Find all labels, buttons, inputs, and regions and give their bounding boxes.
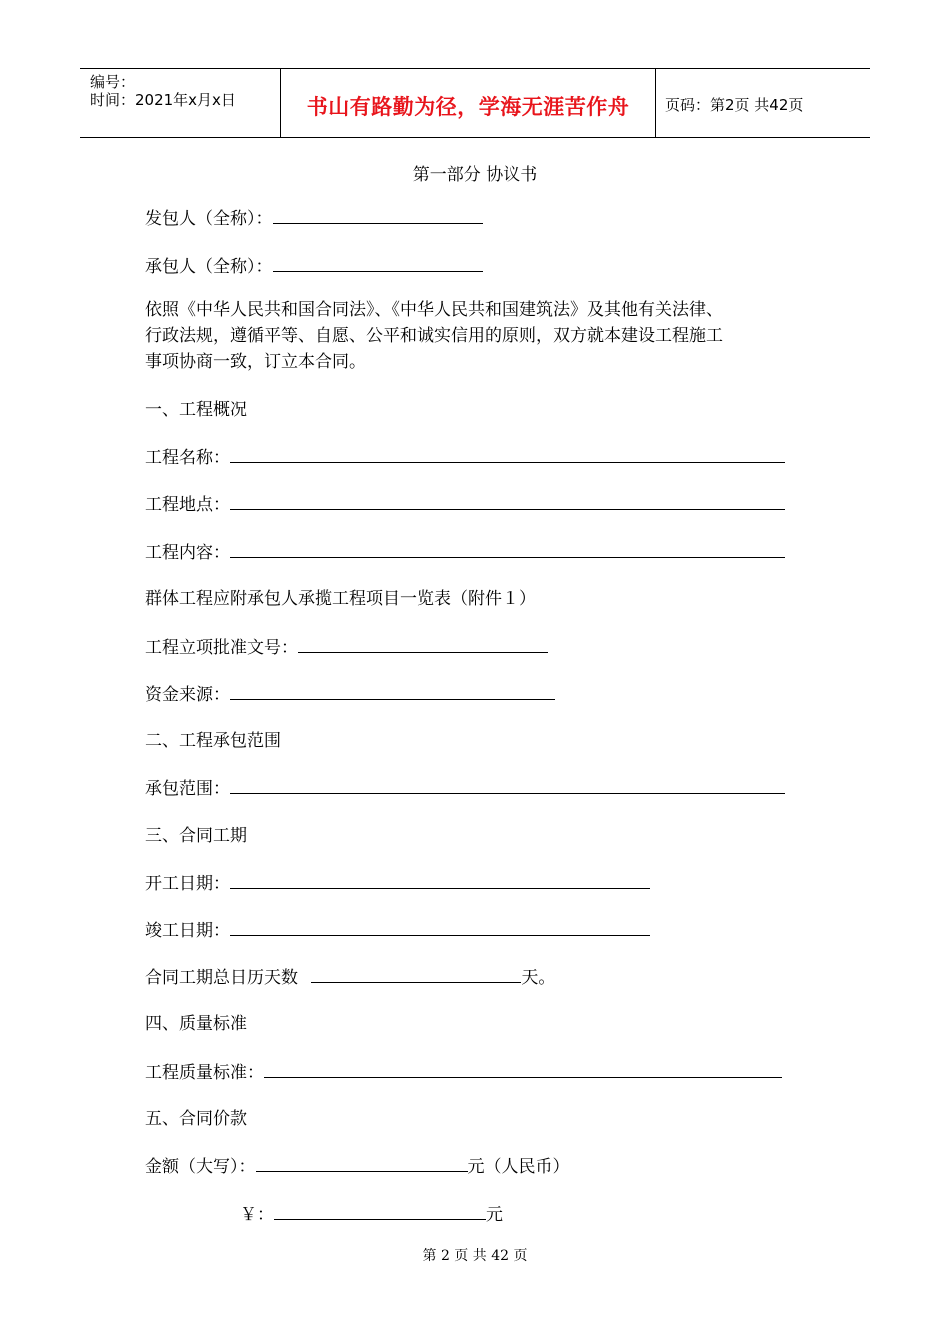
project-location-line xyxy=(145,493,785,516)
amount-words-line xyxy=(145,1155,570,1178)
number-label: 编号： xyxy=(90,73,136,91)
contractor-line xyxy=(145,255,483,278)
total-days-line xyxy=(145,966,555,989)
amount-symbol-line xyxy=(240,1203,503,1226)
quality-line xyxy=(145,1061,782,1084)
amount-symbol-unit: 元 xyxy=(486,1205,503,1225)
fund-source-label: 资金来源： xyxy=(145,685,230,705)
amount-symbol-label: ￥： xyxy=(240,1205,274,1225)
employer-line xyxy=(145,207,483,230)
total-days-blank[interactable] xyxy=(311,966,521,983)
start-date-label: 开工日期： xyxy=(145,874,230,894)
intro-line: 行政法规，遵循平等、自愿、公平和诚实信用的原则，双方就本建设工程施工 xyxy=(145,326,723,346)
scope-blank[interactable] xyxy=(230,777,785,794)
project-name-label: 工程名称： xyxy=(145,448,230,468)
header-meta xyxy=(90,73,236,109)
intro-paragraph xyxy=(145,297,805,375)
scope-label: 承包范围： xyxy=(145,779,230,799)
section-heading: 三、合同工期 xyxy=(145,826,247,846)
project-content-line xyxy=(145,541,785,564)
end-date-blank[interactable] xyxy=(230,919,650,936)
fund-source-line xyxy=(145,683,555,706)
project-name-line xyxy=(145,446,785,469)
project-name-blank[interactable] xyxy=(230,446,785,463)
group-note: 群体工程应附承包人承揽工程项目一览表（附件１） xyxy=(145,589,536,609)
employer-label: 发包人（全称）： xyxy=(145,209,273,229)
project-content-label: 工程内容： xyxy=(145,543,230,563)
header-page-info: 页码：第2页 共42页 xyxy=(665,96,804,114)
total-days-label: 合同工期总日历天数 xyxy=(145,968,304,988)
project-location-label: 工程地点： xyxy=(145,495,230,515)
quality-label: 工程质量标准： xyxy=(145,1063,264,1083)
intro-line: 事项协商一致，订立本合同。 xyxy=(145,352,366,372)
amount-words-unit: 元（人民币） xyxy=(467,1157,570,1177)
section-heading: 一、工程概况 xyxy=(145,400,247,420)
section-heading: 二、工程承包范围 xyxy=(145,731,281,751)
header-divider xyxy=(655,69,656,137)
total-days-unit: 天。 xyxy=(521,968,556,988)
amount-words-blank[interactable] xyxy=(256,1155,468,1172)
page-header xyxy=(80,68,870,138)
contractor-blank[interactable] xyxy=(273,255,483,272)
quality-blank[interactable] xyxy=(264,1061,782,1078)
document-title: 第一部分 协议书 xyxy=(412,165,538,185)
end-date-line xyxy=(145,919,650,942)
amount-symbol-blank[interactable] xyxy=(274,1203,486,1220)
scope-line xyxy=(145,777,785,800)
contractor-label: 承包人（全称）： xyxy=(145,257,273,277)
start-date-blank[interactable] xyxy=(230,872,650,889)
end-date-label: 竣工日期： xyxy=(145,921,230,941)
header-motto: 书山有路勤为径，学海无涯苦作舟 xyxy=(306,95,630,119)
project-content-blank[interactable] xyxy=(230,541,785,558)
approval-no-label: 工程立项批准文号： xyxy=(145,638,298,658)
intro-line: 依照《中华人民共和国合同法》、《中华人民共和国建筑法》及其他有关法律、 xyxy=(145,300,723,320)
section-heading: 四、质量标准 xyxy=(145,1014,247,1034)
date-label: 时间：2021年x月x日 xyxy=(90,91,236,109)
fund-source-blank[interactable] xyxy=(230,683,555,700)
amount-words-label: 金额（大写）： xyxy=(145,1157,256,1177)
employer-blank[interactable] xyxy=(273,207,483,224)
section-heading: 五、合同价款 xyxy=(145,1109,247,1129)
approval-no-blank[interactable] xyxy=(298,636,548,653)
page-footer: 第 2 页 共 42 页 xyxy=(422,1248,528,1264)
project-location-blank[interactable] xyxy=(230,493,785,510)
start-date-line xyxy=(145,872,650,895)
approval-no-line xyxy=(145,636,548,659)
